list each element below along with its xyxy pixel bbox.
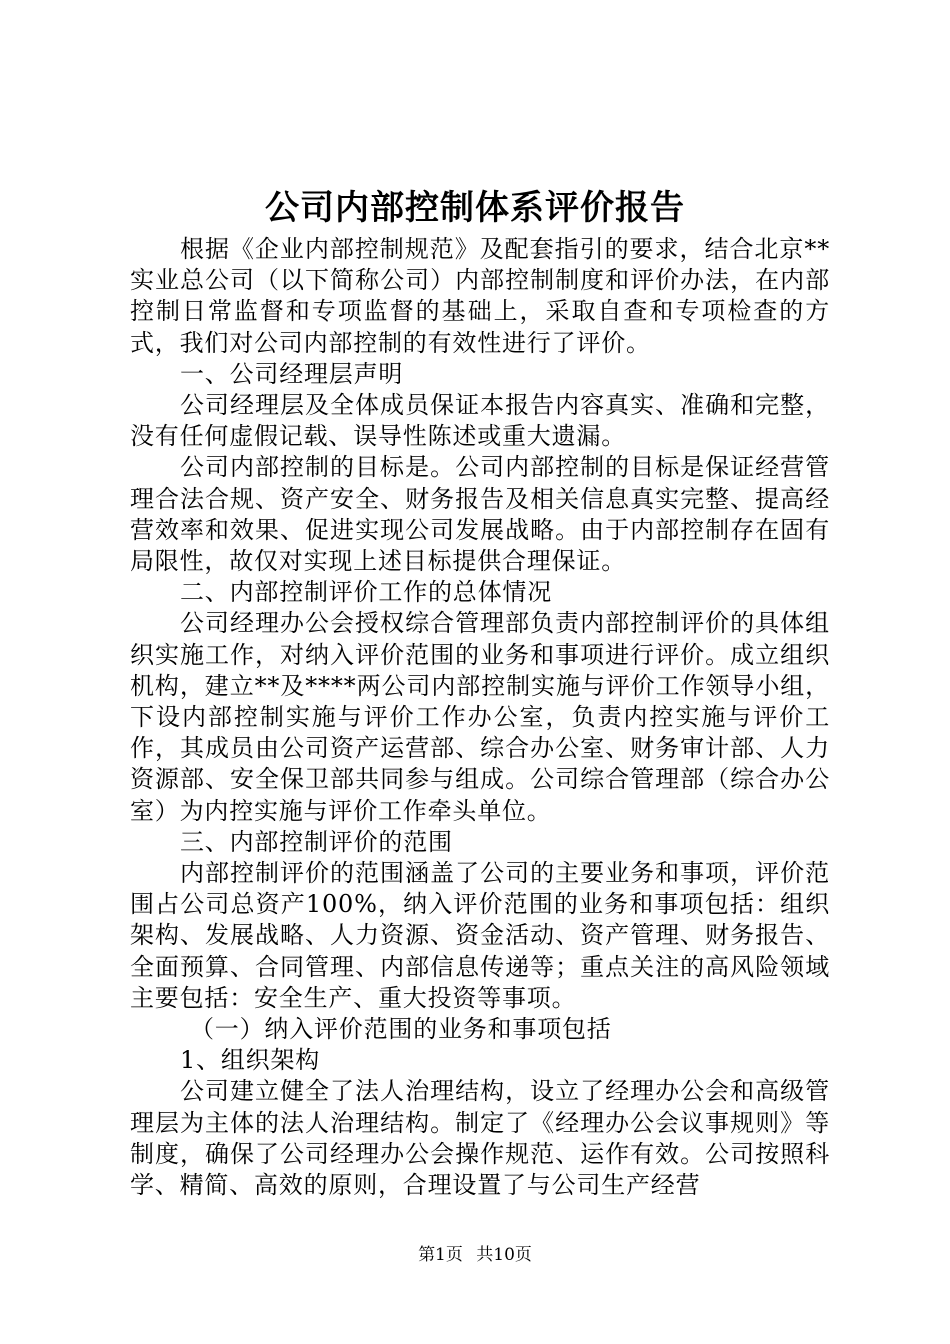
page-number: 第1页 [418,1245,463,1265]
paragraph-scope: 内部控制评价的范围涵盖了公司的主要业务和事项，评价范围占公司总资产100%，纳入评价范围的业务和事项包括：组织架构、发展战略、人力资源、资金活动、资产管理、财务报告、全面预算、合同管理、内部信息传递等；重点关注的高风险领域主要包括：安全生产、重大投资等事项。 [130,859,830,1012]
section-heading-2: 二、内部控制评价工作的总体情况 [180,578,552,607]
paragraph-objectives: 公司内部控制的目标是。公司内部控制的目标是保证经营管理合法合规、资产安全、财务报告及相关信息真实完整、提高经营效率和效果、促进实现公司发展战略。由于内部控制存在固有局限性，故仅对实现上述目标提供合理保证。 [130,453,830,576]
paragraph-intro: 根据《企业内部控制规范》及配套指引的要求，结合北京**实业总公司（以下简称公司）内部控制制度和评价办法，在内部控制日常监督和专项监督的基础上，采取自查和专项检查的方式，我们对公司内部控制的有效性进行了评价。 [130,235,830,357]
paragraph-overview: 公司经理办公会授权综合管理部负责内部控制评价的具体组织实施工作，对纳入评价范围的业务和事项进行评价。成立组织机构，建立**及****两公司内部控制实施与评价工作领导小组，下设内部控制实施与评价工作办公室，负责内控实施与评价工作，其成员由公司资产运营部、综合办公室、财务审计部、人力资源部、安全保卫部共同参与组成。公司综合管理部（综合办公室）为内控实施与评价工作牵头单位。 [130,609,830,825]
document-title: 公司内部控制体系评价报告 [265,188,685,228]
item-heading-1: 1、组织架构 [180,1046,321,1075]
page-footer [0,1244,950,1266]
document-body [130,234,830,1201]
section-heading-3: 三、内部控制评价的范围 [180,827,453,856]
section-heading-1: 一、公司经理层声明 [180,359,404,388]
page-total: 共10页 [476,1245,532,1265]
paragraph-declaration: 公司经理层及全体成员保证本报告内容真实、准确和完整，没有任何虚假记载、误导性陈述或重大遗漏。 [130,391,830,451]
paragraph-organization: 公司建立健全了法人治理结构，设立了经理办公会和高级管理层为主体的法人治理结构。制定了《经理办公会议事规则》等制度，确保了公司经理办公会操作规范、运作有效。公司按照科学、精简、高效的原则，合理设置了与公司生产经营 [130,1077,830,1200]
subsection-heading-1: （一）纳入评价范围的业务和事项包括 [190,1015,612,1044]
